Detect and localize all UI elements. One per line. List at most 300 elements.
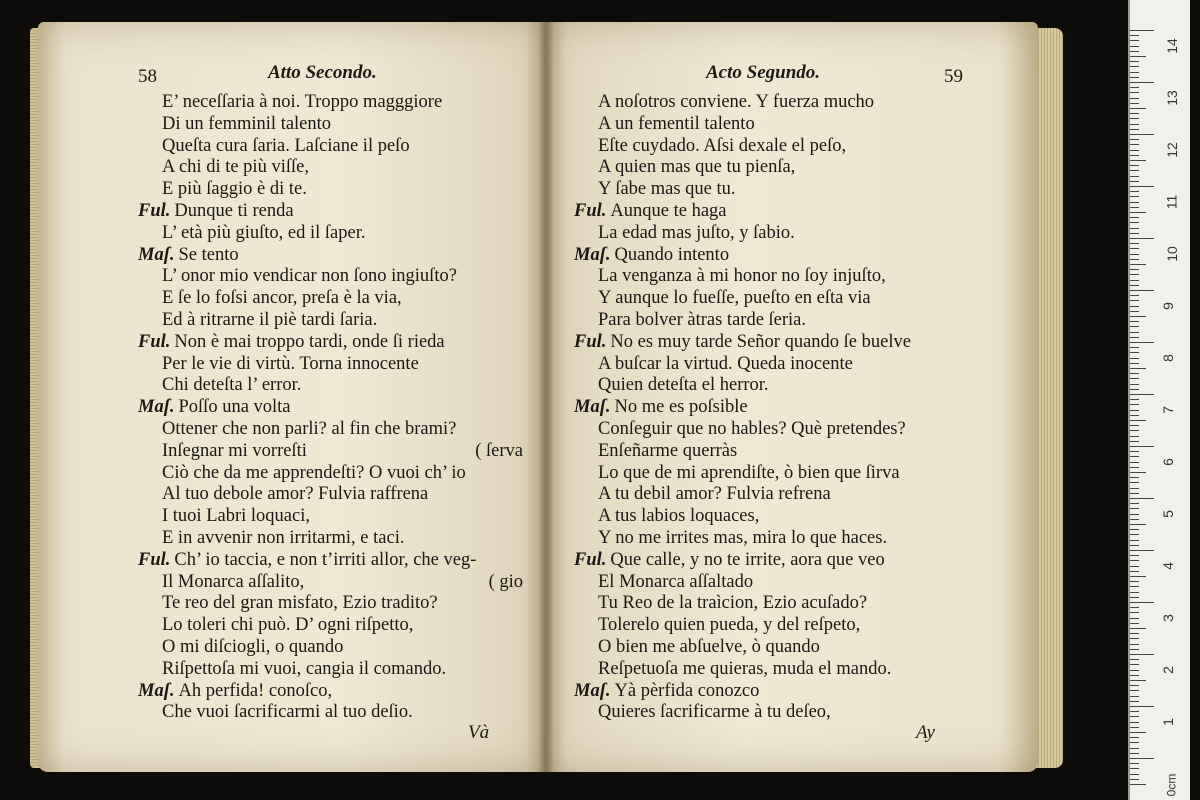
- ruler-tick: [1130, 103, 1139, 104]
- text-line: [138, 92, 523, 114]
- ruler-tick: [1130, 280, 1139, 281]
- text-line: [138, 223, 523, 245]
- ruler-tick: [1130, 701, 1139, 702]
- line-text: Y no me irrites mas, mira lo que haces.: [598, 527, 888, 548]
- ruler-tick: [1130, 337, 1139, 338]
- ruler-tick: [1130, 623, 1139, 624]
- ruler-tick: [1130, 269, 1139, 270]
- ruler-tick: [1130, 529, 1139, 530]
- ruler-tick: [1130, 300, 1139, 301]
- ruler-tick: [1130, 664, 1139, 665]
- ruler-tick: [1130, 389, 1139, 390]
- text-line: [574, 92, 974, 114]
- text-line: [574, 397, 974, 419]
- speaker-label: Maſ.: [138, 397, 175, 418]
- text-line: [138, 528, 523, 550]
- text-line: [138, 441, 523, 463]
- line-text: La venganza à mi honor no ſoy injuſto,: [598, 266, 886, 287]
- text-line: [574, 593, 974, 615]
- line-text: O mi diſciogli, o quando: [162, 636, 344, 657]
- ruler-tick: [1130, 124, 1139, 125]
- line-text: A noſotros conviene. Y fuerza mucho: [598, 92, 875, 112]
- line-text: Tolerelo quien pueda, y del reſpeto,: [598, 615, 861, 636]
- ruler-tick: [1130, 410, 1139, 411]
- ruler-tick: [1130, 238, 1154, 239]
- ruler-tick: [1130, 430, 1139, 431]
- line-text: I tuoi Labri loquaci,: [162, 506, 310, 527]
- ruler-tick: [1130, 108, 1146, 109]
- ruler-number: 12: [1163, 142, 1180, 158]
- ruler-tick: [1130, 321, 1139, 322]
- ruler-tick: [1130, 248, 1139, 249]
- text-line: [138, 201, 523, 223]
- ruler-tick: [1130, 779, 1139, 780]
- speaker-label: Maſ.: [574, 244, 611, 265]
- left-page-text: [138, 92, 523, 724]
- text-line: [138, 136, 523, 158]
- speaker-label: Ful.: [574, 549, 607, 570]
- ruler-tick: [1130, 441, 1139, 442]
- ruler-tick: [1130, 503, 1139, 504]
- line-text: Lo toleri chi può. D’ ogni riſpetto,: [162, 615, 414, 636]
- text-line: [574, 332, 974, 354]
- ruler-tick: [1130, 592, 1139, 593]
- line-text: Per le vie di virtù. Torna innocente: [162, 353, 419, 374]
- ruler-tick: [1130, 228, 1139, 229]
- ruler-tick: [1130, 690, 1139, 691]
- ruler-tick: [1130, 732, 1146, 733]
- text-line: [138, 375, 523, 397]
- ruler-tick: [1130, 46, 1139, 47]
- ruler-tick: [1130, 77, 1139, 78]
- ruler-tick: [1130, 602, 1154, 603]
- ruler-tick: [1130, 742, 1139, 743]
- ruler-tick: [1130, 482, 1139, 483]
- speaker-label: Ful.: [138, 549, 171, 570]
- ruler-tick: [1130, 716, 1139, 717]
- ruler-tick: [1130, 160, 1146, 161]
- line-text: Para bolver àtras tarde ſeria.: [598, 309, 807, 330]
- line-text: E in avvenir non irritarmi, e taci.: [162, 527, 405, 548]
- ruler-tick: [1130, 139, 1139, 140]
- ruler-tick: [1130, 451, 1139, 452]
- text-line: [138, 615, 523, 637]
- ruler-tick: [1130, 191, 1139, 192]
- text-line: [138, 332, 523, 354]
- line-text: Dunque ti renda: [174, 200, 294, 221]
- ruler-tick: [1130, 399, 1139, 400]
- text-line: [138, 637, 523, 659]
- ruler-tick: [1130, 467, 1139, 468]
- ruler-tick: [1130, 675, 1139, 676]
- ruler-tick: [1130, 222, 1139, 223]
- right-catchword: Ay: [916, 722, 935, 743]
- ruler-tick: [1130, 207, 1139, 208]
- line-text: Poſſo una volta: [178, 397, 291, 418]
- ruler-tick: [1130, 477, 1139, 478]
- text-line: [574, 615, 974, 637]
- text-line: [138, 310, 523, 332]
- ruler-tick: [1130, 202, 1139, 203]
- ruler-tick: [1130, 748, 1139, 749]
- ruler-tick: [1130, 597, 1139, 598]
- ruler-tick: [1130, 254, 1139, 255]
- text-line: [574, 201, 974, 223]
- ruler-tick: [1130, 540, 1139, 541]
- ruler-tick: [1130, 436, 1139, 437]
- line-text: No me es poſsible: [614, 397, 748, 418]
- line-text: Lo que de mi aprendiſte, ò bien que ſirva: [598, 462, 900, 483]
- ruler-tick: [1130, 290, 1154, 291]
- ruler-tick: [1130, 352, 1139, 353]
- line-text: Quando intento: [614, 244, 730, 265]
- ruler-tick: [1130, 581, 1139, 582]
- ruler-tick: [1130, 40, 1139, 41]
- line-text: Conſeguir que no hables? Què pretendes?: [598, 418, 906, 439]
- text-line: [574, 463, 974, 485]
- ruler-number: 4: [1159, 562, 1176, 570]
- line-text: Se tento: [178, 244, 239, 265]
- ruler-tick: [1130, 316, 1146, 317]
- ruler-tick: [1130, 722, 1139, 723]
- line-text: E ſe lo foſsi ancor, preſa è la via,: [162, 288, 402, 309]
- ruler-tick: [1130, 618, 1139, 619]
- ruler-tick: [1130, 233, 1139, 234]
- ruler-tick: [1130, 498, 1154, 499]
- line-text: L’ età più giuſto, ed il ſaper.: [162, 222, 366, 243]
- ruler-tick: [1130, 56, 1146, 57]
- turnover-text: ( ſerva: [475, 440, 523, 461]
- text-line: [574, 572, 974, 594]
- line-text: Ch’ io taccia, e non t’irriti allor, che veg-: [174, 549, 477, 570]
- ruler-tick: [1130, 176, 1139, 177]
- left-page-number: 58: [138, 66, 157, 87]
- ruler-tick: [1130, 680, 1146, 681]
- text-line: [574, 419, 974, 441]
- text-line: [574, 223, 974, 245]
- line-text: Ah perfida! conoſco,: [178, 680, 333, 701]
- ruler-tick: [1130, 628, 1146, 629]
- ruler-tick: [1130, 607, 1139, 608]
- ruler-tick: [1130, 61, 1139, 62]
- text-line: [138, 266, 523, 288]
- ruler-tick: [1130, 420, 1146, 421]
- turnover-text: ( gio: [488, 571, 523, 592]
- ruler-tick: [1130, 295, 1139, 296]
- left-page-header: Atto Secondo.: [268, 62, 377, 83]
- ruler-tick: [1130, 446, 1154, 447]
- ruler-tick: [1130, 259, 1139, 260]
- ruler-tick: [1130, 326, 1139, 327]
- text-line: [138, 157, 523, 179]
- ruler-tick: [1130, 129, 1139, 130]
- line-text: Di un femminil talento: [162, 113, 332, 134]
- line-text: Non è mai troppo tardi, onde ſi rieda: [174, 331, 445, 352]
- ruler-number: 7: [1159, 406, 1176, 414]
- ruler-tick: [1130, 170, 1139, 171]
- line-text: A un fementil talento: [598, 113, 755, 134]
- text-line: [574, 266, 974, 288]
- ruler-unit-label: 0cm: [1164, 773, 1179, 797]
- ruler-number: 8: [1159, 354, 1176, 362]
- speaker-label: Ful.: [574, 331, 607, 352]
- ruler-tick: [1130, 524, 1146, 525]
- ruler-tick: [1130, 774, 1139, 775]
- line-text: Quieres ſacrificarme à tu deſeo,: [598, 702, 831, 723]
- line-text: Chi deteſta l’ error.: [162, 375, 302, 396]
- ruler-tick: [1130, 150, 1139, 151]
- left-page: [38, 22, 546, 772]
- ruler-number: 6: [1159, 458, 1176, 466]
- ruler-tick: [1130, 711, 1139, 712]
- line-text: L’ onor mio vendicar non ſono ingiuſto?: [162, 266, 457, 287]
- line-text: Que calle, y no te irrite, aora que veo: [610, 549, 885, 570]
- ruler-tick: [1130, 212, 1146, 213]
- text-line: [138, 681, 523, 703]
- line-text: Quien deteſta el herror.: [598, 375, 769, 396]
- ruler-tick: [1130, 243, 1139, 244]
- right-page: [546, 22, 1038, 772]
- ruler-tick: [1130, 493, 1139, 494]
- line-text: E più ſaggio è di te.: [162, 179, 307, 200]
- text-line: [574, 245, 974, 267]
- line-text: Al tuo debole amor? Fulvia raffrena: [162, 484, 429, 505]
- line-text: Y ſabe mas que tu.: [598, 179, 736, 200]
- line-text: Tu Reo de la traìcion, Ezio acuſado?: [598, 593, 868, 614]
- ruler-tick: [1130, 358, 1139, 359]
- text-line: [574, 354, 974, 376]
- line-text: Reſpetuoſa me quieras, muda el mando.: [598, 658, 892, 679]
- ruler-tick: [1130, 685, 1139, 686]
- ruler-tick: [1130, 332, 1139, 333]
- ruler-tick: [1130, 571, 1139, 572]
- ruler-tick: [1130, 311, 1139, 312]
- ruler-tick: [1130, 763, 1139, 764]
- ruler-tick: [1130, 181, 1139, 182]
- right-page-number: 59: [944, 66, 963, 87]
- speaker-label: Maſ.: [138, 244, 175, 265]
- text-line: [138, 397, 523, 419]
- ruler-tick: [1130, 758, 1154, 759]
- text-line: [138, 245, 523, 267]
- ruler-tick: [1130, 633, 1139, 634]
- text-line: [574, 528, 974, 550]
- text-line: [574, 179, 974, 201]
- line-text: Yà pèrfida conozco: [614, 680, 760, 701]
- text-line: [138, 288, 523, 310]
- ruler-tick: [1130, 144, 1139, 145]
- ruler-tick: [1130, 30, 1154, 31]
- ruler-tick: [1130, 488, 1139, 489]
- ruler-tick: [1130, 306, 1139, 307]
- text-line: [574, 310, 974, 332]
- ruler-tick: [1130, 415, 1139, 416]
- ruler-tick: [1130, 134, 1154, 135]
- text-line: [138, 463, 523, 485]
- ruler-tick: [1130, 66, 1139, 67]
- text-line: [138, 702, 523, 724]
- book-gutter: [538, 22, 554, 772]
- ruler-tick: [1130, 534, 1139, 535]
- speaker-label: Ful.: [138, 331, 171, 352]
- ruler-tick: [1130, 612, 1139, 613]
- ruler-tick: [1130, 118, 1139, 119]
- ruler-tick: [1130, 576, 1146, 577]
- ruler-tick: [1130, 659, 1139, 660]
- ruler-tick: [1130, 98, 1139, 99]
- text-line: [574, 114, 974, 136]
- line-text: Ottener che non parli? al fin che brami?: [162, 418, 457, 439]
- ruler-tick: [1130, 384, 1139, 385]
- text-line: [138, 419, 523, 441]
- text-line: [574, 136, 974, 158]
- ruler-tick: [1130, 165, 1139, 166]
- ruler-tick: [1130, 155, 1139, 156]
- ruler-tick: [1130, 425, 1139, 426]
- ruler-tick: [1130, 727, 1139, 728]
- line-text: Il Monarca aſſalito,: [162, 571, 305, 592]
- speaker-label: Ful.: [138, 200, 171, 221]
- ruler-tick: [1130, 649, 1139, 650]
- text-line: [138, 593, 523, 615]
- ruler-number: 9: [1159, 302, 1176, 310]
- ruler-number: 5: [1159, 510, 1176, 518]
- ruler-tick: [1130, 113, 1139, 114]
- text-line: [138, 506, 523, 528]
- ruler-number: 2: [1159, 666, 1176, 674]
- ruler-tick: [1130, 373, 1139, 374]
- line-text: Aunque te haga: [610, 200, 727, 221]
- ruler-tick: [1130, 737, 1139, 738]
- line-text: O bien me abſuelve, ò quando: [598, 636, 820, 657]
- line-text: Ciò che da me apprendeſti? O vuoi ch’ io: [162, 462, 466, 483]
- ruler-tick: [1130, 394, 1154, 395]
- text-line: [138, 354, 523, 376]
- text-line: [138, 659, 523, 681]
- text-line: [574, 157, 974, 179]
- ruler-tick: [1130, 644, 1139, 645]
- ruler-tick: [1130, 472, 1146, 473]
- ruler-tick: [1130, 274, 1139, 275]
- text-line: [138, 179, 523, 201]
- line-text: Inſegnar mi vorreſti: [162, 440, 307, 461]
- ruler-tick: [1130, 753, 1139, 754]
- ruler-tick: [1130, 706, 1154, 707]
- text-line: [574, 550, 974, 572]
- speaker-label: Ful.: [574, 200, 607, 221]
- right-page-header: Acto Segundo.: [706, 62, 821, 83]
- ruler-tick: [1130, 404, 1139, 405]
- ruler-number: 11: [1163, 194, 1180, 210]
- ruler-tick: [1130, 196, 1139, 197]
- text-line: [574, 441, 974, 463]
- ruler-tick: [1130, 363, 1139, 364]
- line-text: Ed à ritrarne il piè tardi ſaria.: [162, 309, 378, 330]
- ruler-tick: [1130, 92, 1139, 93]
- speaker-label: Maſ.: [574, 397, 611, 418]
- text-line: [574, 506, 974, 528]
- ruler-tick: [1130, 514, 1139, 515]
- line-text: Enſeñarme querràs: [598, 440, 738, 461]
- line-text: Queſta cura ſaria. Laſciane il peſo: [162, 135, 410, 156]
- ruler-tick: [1130, 456, 1139, 457]
- text-line: [574, 681, 974, 703]
- open-book: [38, 22, 1068, 782]
- ruler-tick: [1130, 285, 1139, 286]
- line-text: A buſcar la virtud. Queda inocente: [598, 353, 853, 374]
- line-text: Che vuoi ſacrificarmi al tuo deſio.: [162, 702, 413, 723]
- ruler-tick: [1130, 87, 1139, 88]
- speaker-label: Maſ.: [138, 680, 175, 701]
- ruler-tick: [1130, 347, 1139, 348]
- ruler-tick: [1130, 670, 1139, 671]
- measurement-ruler: [1128, 0, 1190, 800]
- ruler-tick: [1130, 550, 1154, 551]
- ruler-tick: [1130, 264, 1146, 265]
- right-page-text: [574, 92, 974, 724]
- ruler-tick: [1130, 72, 1139, 73]
- ruler-tick: [1130, 555, 1139, 556]
- text-line: [138, 550, 523, 572]
- ruler-tick: [1130, 768, 1139, 769]
- line-text: Y aunque lo fueſſe, pueſto en eſta via: [598, 288, 871, 309]
- text-line: [574, 288, 974, 310]
- ruler-tick: [1130, 378, 1139, 379]
- text-line: [138, 572, 523, 594]
- line-text: A quien mas que tu pienſa,: [598, 157, 796, 178]
- line-text: E’ neceſſaria à noi. Troppo magggiore: [162, 92, 443, 112]
- line-text: No es muy tarde Señor quando ſe buelve: [610, 331, 911, 352]
- text-line: [138, 484, 523, 506]
- line-text: La edad mas juſto, y ſabio.: [598, 222, 795, 243]
- ruler-tick: [1130, 35, 1139, 36]
- ruler-tick: [1130, 545, 1139, 546]
- left-catchword: Và: [468, 722, 490, 743]
- line-text: A chi di te più viſſe,: [162, 157, 309, 178]
- ruler-tick: [1130, 696, 1139, 697]
- ruler-tick: [1130, 342, 1154, 343]
- line-text: Eſte cuydado. Aſsi dexale el peſo,: [598, 135, 847, 156]
- ruler-tick: [1130, 368, 1146, 369]
- line-text: Te reo del gran misfato, Ezio tradito?: [162, 593, 438, 614]
- text-line: [574, 375, 974, 397]
- line-text: El Monarca aſſaltado: [598, 571, 754, 592]
- ruler-tick: [1130, 566, 1139, 567]
- ruler-tick: [1130, 217, 1139, 218]
- ruler-number: 3: [1159, 614, 1176, 622]
- speaker-label: Maſ.: [574, 680, 611, 701]
- line-text: A tu debil amor? Fulvia refrena: [598, 484, 831, 505]
- line-text: Riſpettoſa mi vuoi, cangia il comando.: [162, 658, 447, 679]
- ruler-number: 13: [1163, 90, 1180, 106]
- ruler-number: 14: [1163, 38, 1180, 54]
- text-line: [574, 659, 974, 681]
- ruler-tick: [1130, 560, 1139, 561]
- ruler-number: 1: [1159, 718, 1176, 726]
- ruler-tick: [1130, 462, 1139, 463]
- ruler-tick: [1130, 51, 1139, 52]
- ruler-tick: [1130, 508, 1139, 509]
- text-line: [138, 114, 523, 136]
- text-line: [574, 637, 974, 659]
- ruler-tick: [1130, 586, 1139, 587]
- ruler-tick: [1130, 654, 1154, 655]
- ruler-tick: [1130, 82, 1154, 83]
- ruler-tick: [1130, 519, 1139, 520]
- ruler-tick: [1130, 638, 1139, 639]
- text-line: [574, 484, 974, 506]
- ruler-tick: [1130, 186, 1154, 187]
